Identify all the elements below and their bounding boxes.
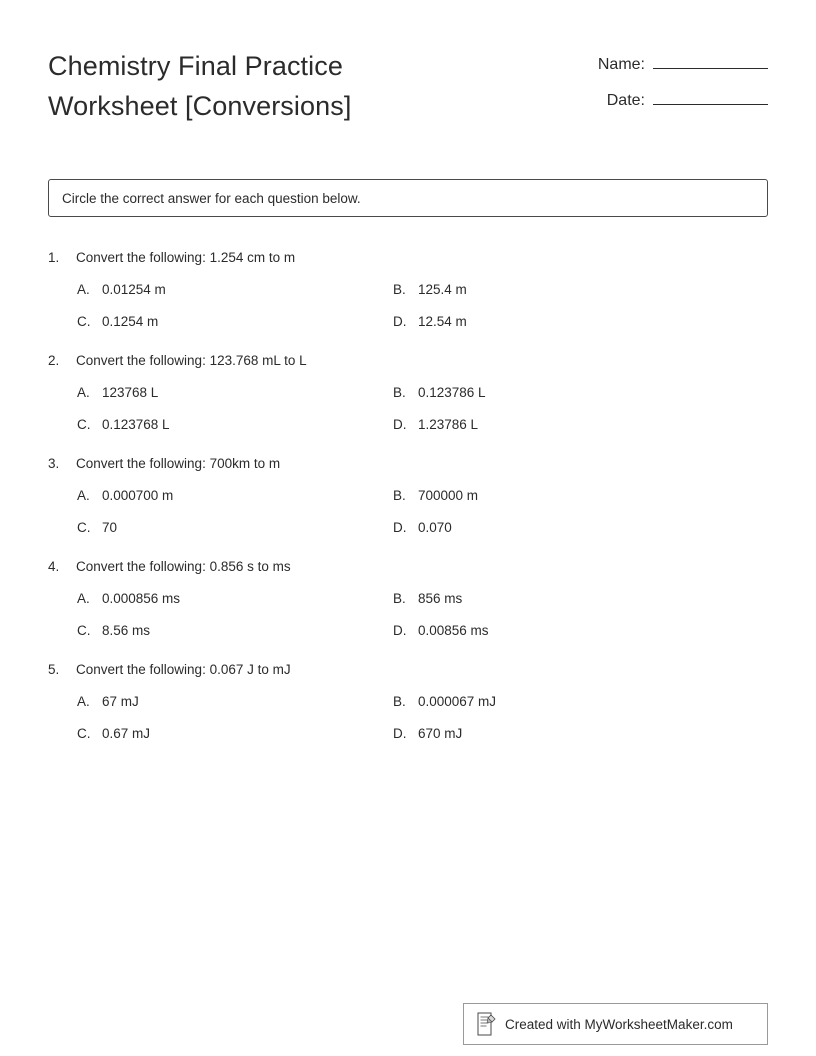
choice-option[interactable]: [48, 694, 393, 709]
choice-letter: C.: [77, 314, 91, 329]
choice-text: 0.123768 L: [102, 417, 170, 432]
choice-letter: B.: [393, 591, 406, 606]
choice-text: 0.123786 L: [418, 385, 486, 400]
choice-letter: D.: [393, 314, 407, 329]
choice-letter: A.: [77, 385, 90, 400]
choice-letter: A.: [77, 694, 90, 709]
choice-letter: B.: [393, 282, 406, 297]
choice-row: [48, 282, 768, 297]
choice-letter: B.: [393, 488, 406, 503]
choice-letter: A.: [77, 591, 90, 606]
choice-text: 0.000856 ms: [102, 591, 181, 606]
choice-text: 0.070: [418, 520, 452, 535]
choice-row: [48, 694, 768, 709]
question-number: 2.: [48, 353, 60, 368]
choice-letter: D.: [393, 726, 407, 741]
choice-option[interactable]: [393, 726, 738, 741]
question-list: [48, 250, 768, 741]
choice-option[interactable]: [48, 314, 393, 329]
choice-option[interactable]: [393, 385, 738, 400]
choice-letter: C.: [77, 726, 91, 741]
question-item: [48, 250, 768, 329]
choice-text: 0.01254 m: [102, 282, 166, 297]
question-number: 4.: [48, 559, 60, 574]
choice-row: [48, 520, 768, 535]
question-header: [48, 456, 768, 471]
choice-option[interactable]: [393, 694, 738, 709]
worksheet-header: [48, 46, 768, 126]
choice-text: 0.67 mJ: [102, 726, 151, 741]
name-write-line[interactable]: [653, 52, 768, 69]
question-text: Convert the following: 0.856 s to ms: [76, 559, 291, 574]
question-item: [48, 353, 768, 432]
footer-attribution-text: Created with MyWorksheetMaker.com: [505, 1016, 733, 1032]
choice-option[interactable]: [48, 417, 393, 432]
choice-option[interactable]: [393, 282, 738, 297]
question-number: 5.: [48, 662, 60, 677]
name-date-block: [533, 52, 768, 124]
choice-row: [48, 623, 768, 638]
choice-letter: A.: [77, 488, 90, 503]
page-title: Chemistry Final Practice Worksheet [Conversions]: [48, 51, 352, 121]
choice-letter: B.: [393, 385, 406, 400]
question-header: [48, 559, 768, 574]
question-item: [48, 559, 768, 638]
date-label: Date:: [606, 92, 645, 109]
choice-text: 670 mJ: [418, 726, 463, 741]
name-label: Name:: [597, 56, 645, 73]
choice-row: [48, 314, 768, 329]
choice-text: 0.1254 m: [102, 314, 159, 329]
choice-letter: D.: [393, 520, 407, 535]
choice-option[interactable]: [48, 385, 393, 400]
choice-option[interactable]: [393, 488, 738, 503]
choice-option[interactable]: [48, 591, 393, 606]
name-row: [533, 52, 768, 74]
choice-option[interactable]: [393, 623, 738, 638]
question-item: [48, 456, 768, 535]
choice-letter: D.: [393, 623, 407, 638]
choice-row: [48, 417, 768, 432]
choice-letter: A.: [77, 282, 90, 297]
date-write-line[interactable]: [653, 88, 768, 105]
question-text: Convert the following: 700km to m: [76, 456, 281, 471]
choice-row: [48, 726, 768, 741]
choice-option[interactable]: [48, 282, 393, 297]
choice-option[interactable]: [393, 417, 738, 432]
choice-option[interactable]: [393, 520, 738, 535]
question-header: [48, 662, 768, 677]
question-number: 1.: [48, 250, 60, 265]
choice-letter: C.: [77, 417, 91, 432]
choice-option[interactable]: [393, 314, 738, 329]
choice-text: 0.00856 ms: [418, 623, 489, 638]
choice-text: 856 ms: [418, 591, 463, 606]
choice-row: [48, 488, 768, 503]
choice-text: 700000 m: [418, 488, 479, 503]
date-row: [533, 88, 768, 110]
choice-option[interactable]: [393, 591, 738, 606]
choice-letter: B.: [393, 694, 406, 709]
choice-text: 8.56 ms: [102, 623, 151, 638]
choice-letter: C.: [77, 520, 91, 535]
choice-option[interactable]: [48, 726, 393, 741]
choice-row: [48, 591, 768, 606]
question-text: Convert the following: 123.768 mL to L: [76, 353, 307, 368]
choice-text: 123768 L: [102, 385, 159, 400]
question-text: Convert the following: 1.254 cm to m: [76, 250, 296, 265]
choice-text: 1.23786 L: [418, 417, 479, 432]
choice-option[interactable]: [48, 623, 393, 638]
question-header: [48, 250, 768, 265]
choice-text: 67 mJ: [102, 694, 139, 709]
choice-letter: C.: [77, 623, 91, 638]
question-item: [48, 662, 768, 741]
choice-text: 0.000067 mJ: [418, 694, 497, 709]
choice-row: [48, 385, 768, 400]
choice-text: 12.54 m: [418, 314, 467, 329]
choice-option[interactable]: [48, 520, 393, 535]
instruction-text: Circle the correct answer for each question below.: [62, 190, 361, 206]
choice-text: 125.4 m: [418, 282, 467, 297]
question-header: [48, 353, 768, 368]
choice-text: 70: [102, 520, 118, 535]
question-text: Convert the following: 0.067 J to mJ: [76, 662, 291, 677]
choice-letter: D.: [393, 417, 407, 432]
choice-option[interactable]: [48, 488, 393, 503]
choice-text: 0.000700 m: [102, 488, 174, 503]
instruction-box: [48, 179, 768, 217]
worksheet-maker-icon: [476, 1012, 496, 1036]
question-number: 3.: [48, 456, 60, 471]
footer-attribution-badge[interactable]: [463, 1003, 768, 1045]
